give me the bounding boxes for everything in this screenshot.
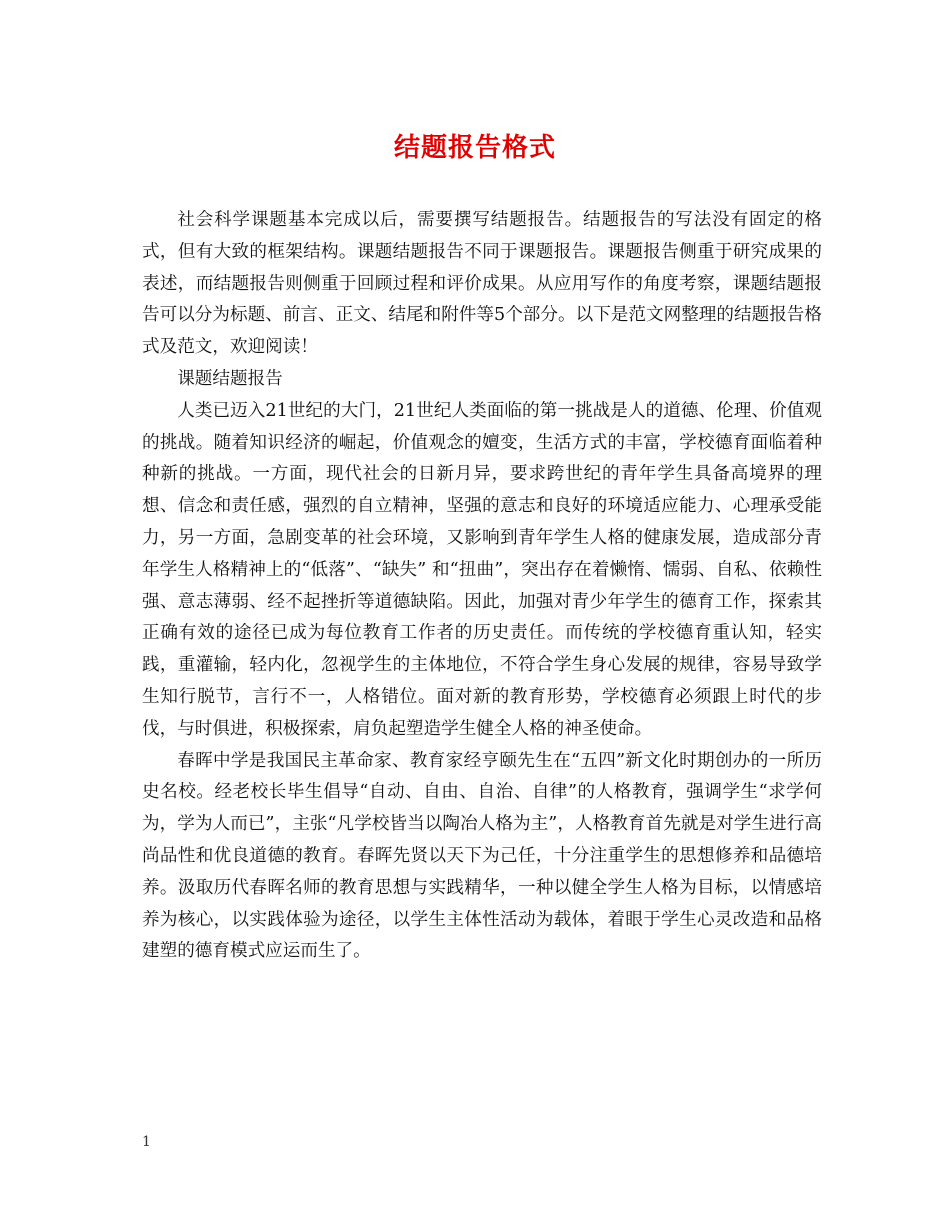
document-body <box>142 205 822 968</box>
body-paragraph: 春晖中学是我国民主革命家、教育家经亨颐先生在“五四”新文化时期创办的一所历史名校。经老校长毕生倡导“自动、自由、自治、自律”的人格教育，强调学生“求学何为，学为人而已”，主张“凡学校皆当以陶冶人格为主”，人格教育首先就是对学生进行高尚品性和优良道德的教育。春晖先贤以天下为己任，十分注重学生的思想修养和品德培养。汲取历代春晖名师的教育思想与实践精华，一种以健全学生人格为目标，以情感培养为核心，以实践体验为途径，以学生主体性活动为载体，着眼于学生心灵改造和品格建塑的德育模式应运而生了。 <box>142 750 822 962</box>
intro-paragraph: 社会科学课题基本完成以后，需要撰写结题报告。结题报告的写法没有固定的格式，但有大致的框架结构。课题结题报告不同于课题报告。课题报告侧重于研究成果的表述，而结题报告则侧重于回顾过程和评价成果。从应用写作的角度考察，课题结题报告可以分为标题、前言、正文、结尾和附件等5个部分。以下是范文网整理的结题报告格式及范文，欢迎阅读！ <box>142 210 822 358</box>
document-title: 结题报告格式 <box>393 133 556 163</box>
page-number: 1 <box>142 1134 151 1150</box>
body-paragraph: 人类已迈入21世纪的大门，21世纪人类面临的第一挑战是人的道德、伦理、价值观的挑战。随着知识经济的崛起，价值观念的嬗变，生活方式的丰富，学校德育面临着种种新的挑战。一方面，现代社会的日新月异，要求跨世纪的青年学生具备高境界的理想、信念和责任感，强烈的自立精神，坚强的意志和良好的环境适应能力、心理承受能力，另一方面，急剧变革的社会环境，又影响到青年学生人格的健康发展，造成部分青年学生人格精神上的“低落”、“缺失” 和“扭曲”，突出存在着懒惰、懦弱、自私、依赖性强、意志薄弱、经不起挫折等道德缺陷。因此，加强对青少年学生的德育工作，探索其正确有效的途径已成为每位教育工作者的历史责任。而传统的学校德育重认知，轻实践，重灌输，轻内化，忽视学生的主体地位，不符合学生身心发展的规律，容易导致学生知行脱节，言行不一，人格错位。面对新的教育形势，学校德育必须跟上时代的步伐，与时俱进，积极探索，肩负起塑造学生健全人格的神圣使命。 <box>142 400 822 739</box>
section-heading: 课题结题报告 <box>177 368 283 389</box>
